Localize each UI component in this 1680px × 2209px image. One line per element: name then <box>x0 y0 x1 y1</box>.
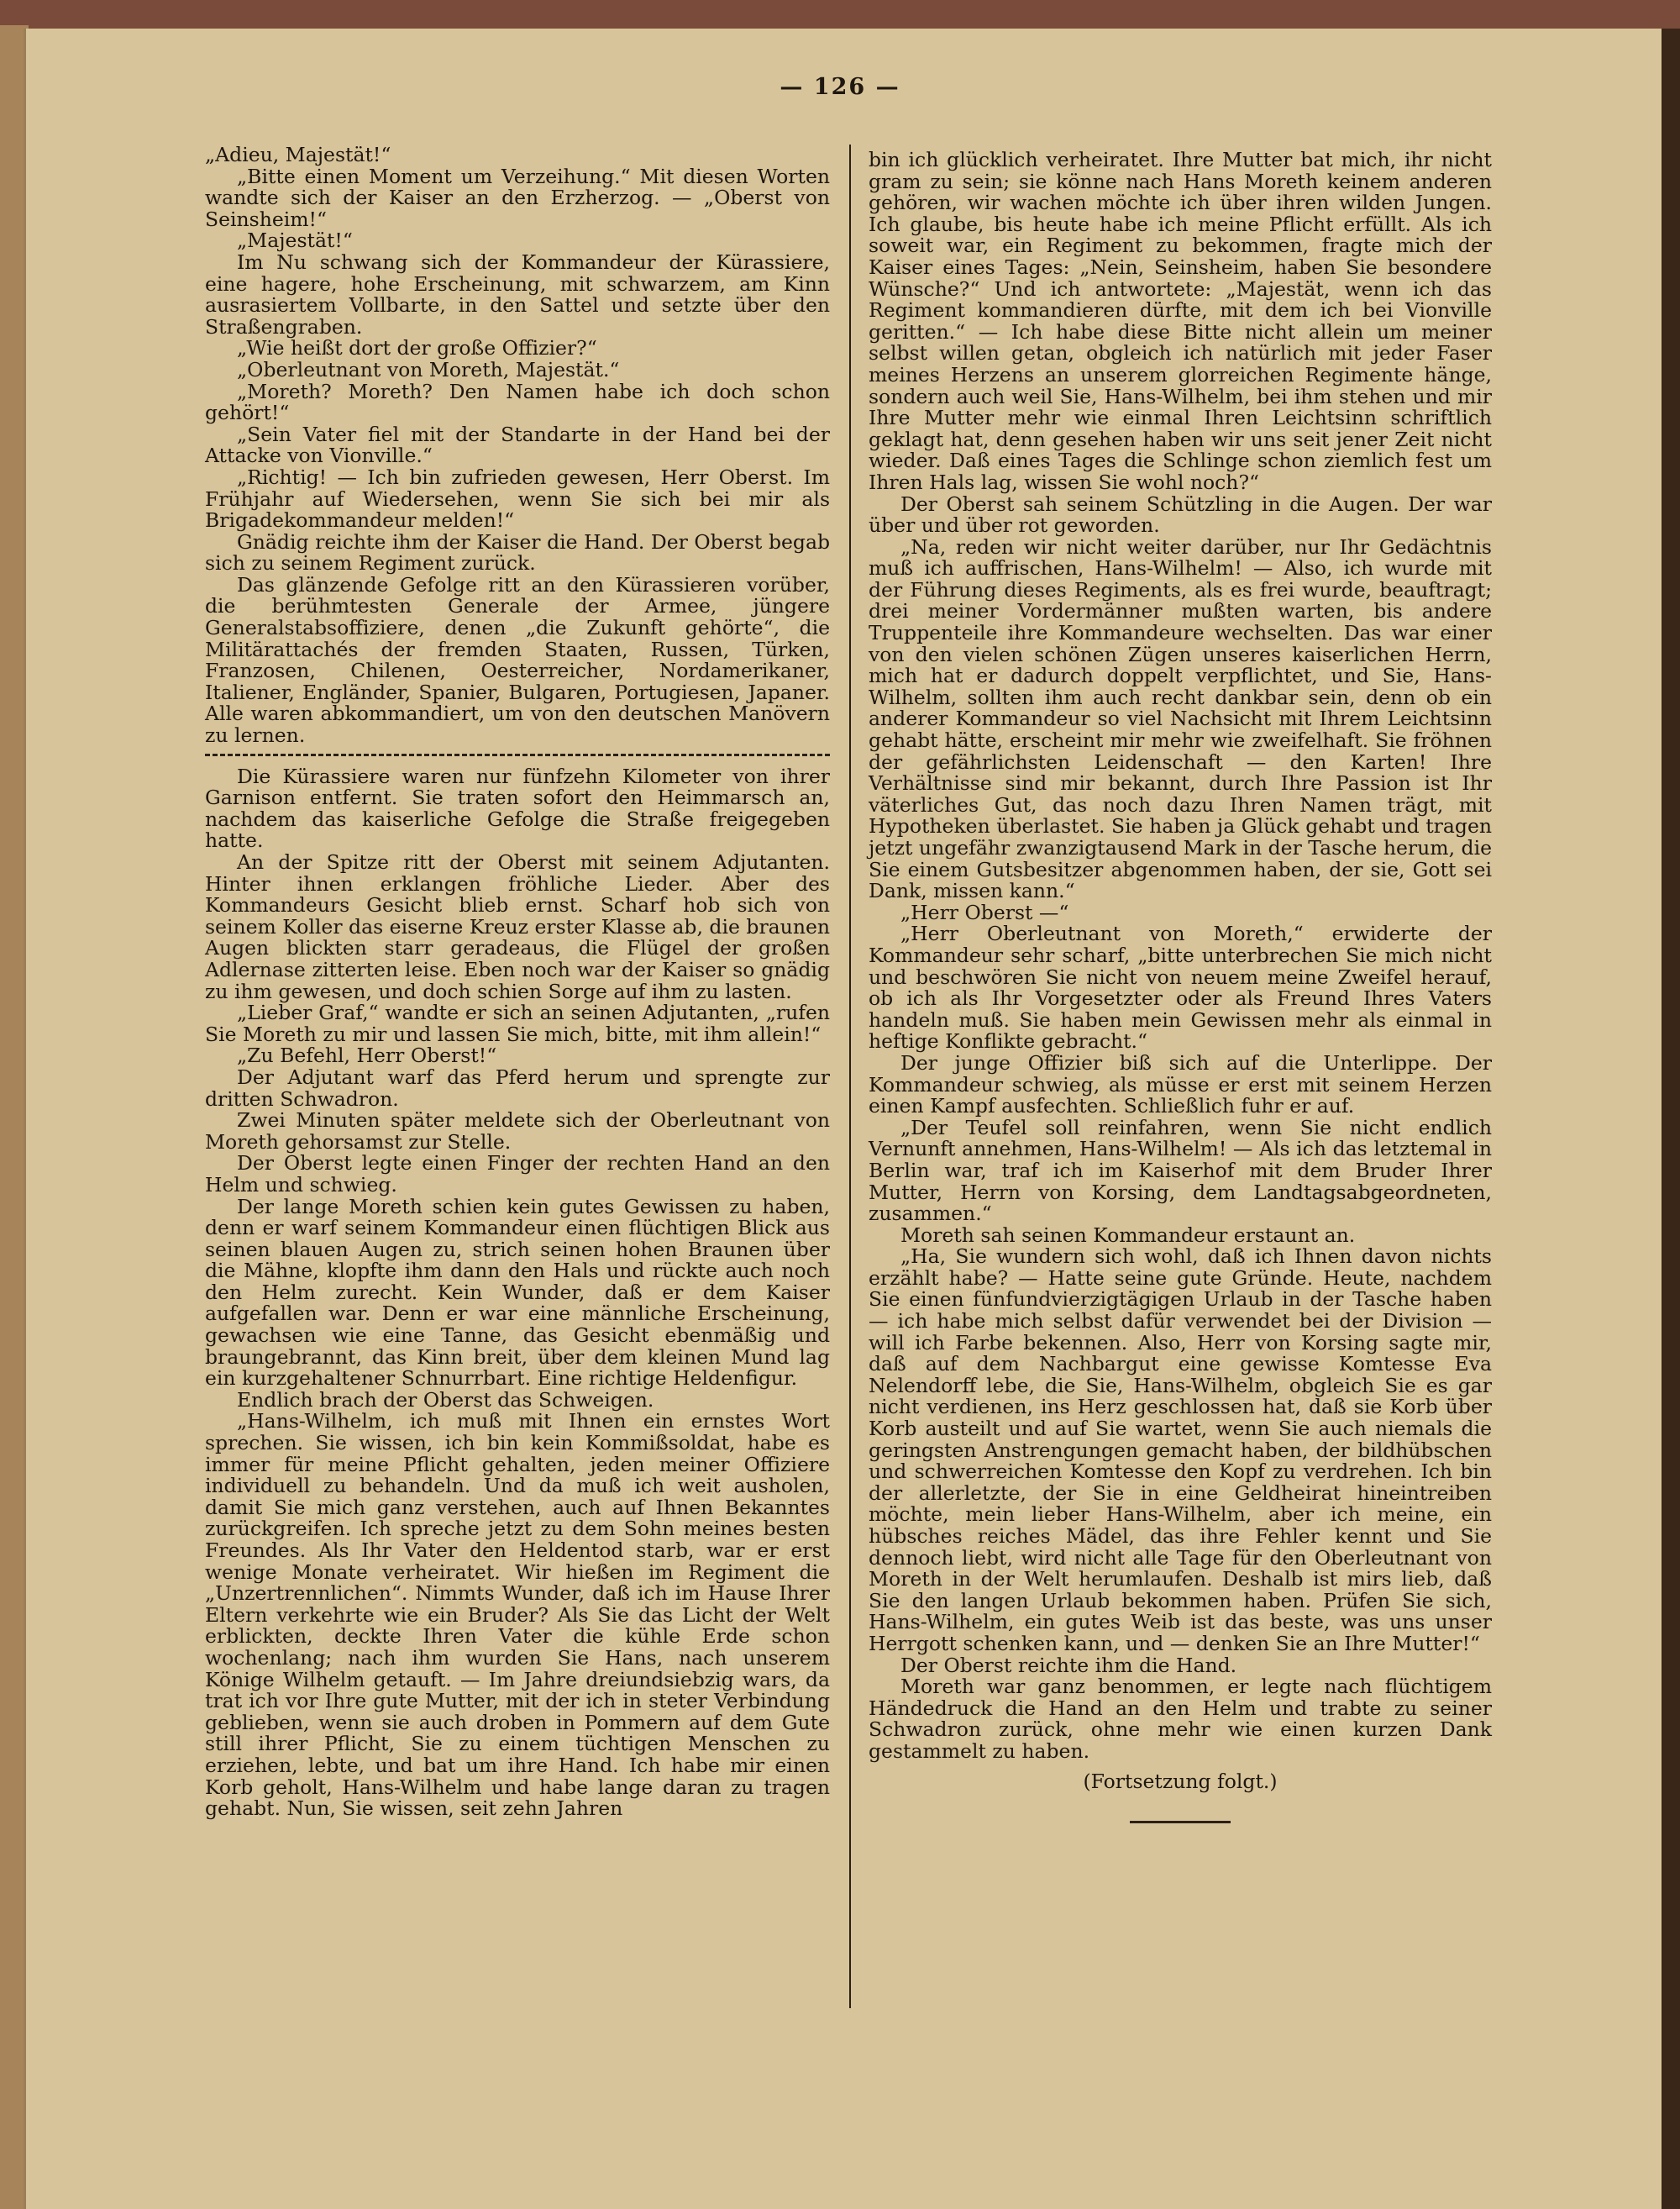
paragraph: „Herr Oberst —“ <box>900 900 1069 924</box>
column-divider <box>849 145 851 2008</box>
paragraph: „Adieu, Majestät!“ <box>205 143 391 166</box>
paragraph: „Herr Oberleutnant von Moreth,“ erwiderte der Kommandeur sehr scharf, „bitte unterbrechen Sie mich nicht und beschwören Sie nicht von neuem meine Zweifel herauf, ob ich als Ihr Vorgesetzter oder als Freund Ihres Vaters handeln muß. Sie haben mein Gewissen mehr als einmal in heftige Konflikte gebracht.“ <box>869 922 1492 1054</box>
page-edge <box>1662 29 1680 2209</box>
paragraph: Moreth war ganz benommen, er legte nach flüchtigem Händedruck die Hand an den Helm und trabte zu seiner Schwadron zurück, ohne mehr wie einen kurzen Dank gestammelt zu haben. <box>869 1675 1492 1763</box>
end-rule <box>1130 1821 1231 1823</box>
paragraph: Der Adjutant warf das Pferd herum und sprengte zur dritten Schwadron. <box>205 1065 830 1111</box>
paragraph: Der Oberst legte einen Finger der rechten Hand an den Helm und schwieg. <box>205 1151 830 1197</box>
paragraph: Der Oberst reichte ihm die Hand. <box>900 1653 1237 1677</box>
paragraph: Der Oberst sah seinem Schützling in die Augen. Der war über und über rot geworden. <box>869 492 1492 538</box>
paragraph: „Ha, Sie wundern sich wohl, daß ich Ihnen davon nichts erzählt habe? — Hatte seine gute Gründe. Heute, nachdem Sie einen fünfundvierzigtägigen Urlaub in der Tasche haben — ich habe mich selbst dafür verwendet bei der Division — will ich Farbe bekennen. Also, Herr von Korsing sagte mir, daß auf dem Nachbargut eine gewisse Komtesse Eva Nelendorff lebe, die Sie, Hans-Wilhelm, obgleich Sie es gar nicht verdienen, ins Herz geschlossen hat, daß sie Korb über Korb austeilt und auf Sie wartet, wenn Sie auch niemals die geringsten Anstrengungen gemacht haben, der bildhübschen und schwerreichen Komtesse den Kopf zu verdrehen. Ich bin der allerletzte, der Sie in eine Geldheirat hineintreiben möchte, mein lieber Hans-Wilhelm, aber ich meine, ein hübsches reiches Mädel, das ihre Fehler kennt und Sie dennoch liebt, wird nicht alle Tage für den Oberleutnant von Moreth in der Welt herumlaufen. Deshalb ist mirs lieb, daß Sie den langen Urlaub bekommen haben. Prüfen Sie sich, Hans-Wilhelm, ein gutes Weib ist das beste, was uns unser Herrgott schenken kann, und — denken Sie an Ihre Mutter!“ <box>869 1244 1492 1655</box>
paragraph: bin ich glücklich verheiratet. Ihre Mutter bat mich, ihr nicht gram zu sein; sie könne nach Hans Moreth keinem anderen gehören, wir wachen möchte ich über ihren wilden Jungen. Ich glaube, bis heute habe ich meine Pflicht erfüllt. Als ich soweit war, ein Regiment zu bekommen, fragte mich der Kaiser eines Tages: „Nein, Seinsheim, haben Sie besondere Wünsche?“ Und ich antwortete: „Majestät, wenn ich das Regiment kommandieren dürfte, mit dem ich bei Vionville geritten.“ — Ich habe diese Bitte nicht allein um meiner selbst willen getan, obgleich ich natürlich mit jeder Faser meines Herzens an unserem glorreichen Regimente hänge, sondern auch weil Sie, Hans-Wilhelm, bei ihm stehen und mir Ihre Mutter mehr wie einmal Ihren Leichtsinn schriftlich geklagt hat, denn gesehen haben wir uns seit jener Zeit nicht wieder. Daß eines Tages die Schlinge schon ziemlich fest um Ihren Hals lag, wissen Sie wohl noch?“ <box>869 148 1492 494</box>
continuation-note: (Fortsetzung folgt.) <box>1083 1769 1278 1793</box>
paragraph: „Bitte einen Moment um Verzeihung.“ Mit diesen Worten wandte sich der Kaiser an den Erzherzog. — „Oberst von Seinsheim!“ <box>205 164 830 231</box>
paragraph: Gnädig reichte ihm der Kaiser die Hand. Der Oberst begab sich zu seinem Regiment zurück. <box>205 529 830 576</box>
paragraph: „Moreth? Moreth? Den Namen habe ich doch schon gehört!“ <box>205 379 830 425</box>
paragraph: „Zu Befehl, Herr Oberst!“ <box>237 1044 497 1068</box>
paragraph: Die Kürassiere waren nur fünfzehn Kilometer von ihrer Garnison entfernt. Sie traten sofort den Heimmarsch an, nachdem das kaiserliche Gefolge die Straße freigegeben hatte. <box>205 764 830 853</box>
paragraph: Das glänzende Gefolge ritt an den Kürassieren vorüber, die berühmtesten Generale der Armee, jüngere Generalstabsoffiziere, denen „die Zukunft gehörte“, die Militärattachés der fremden Staaten, Russen, Türken, Franzosen, Chilenen, Oesterreicher, Nordamerikaner, Italiener, Engländer, Spanier, Bulgaren, Portugiesen, Japaner. Alle waren abkommandiert, um von den deutschen Manövern zu lernen. <box>205 572 830 748</box>
paragraph: An der Spitze ritt der Oberst mit seinem Adjutanten. Hinter ihnen erklangen fröhliche Lieder. Aber des Kommandeurs Gesicht blieb ernst. Scharf hob sich von seinem Koller das eiserne Kreuz erster Klasse ab, die braunen Augen blickten starr geradeaus, die Flügel der großen Adlernase zitterten leise. Eben noch war der Kaiser so gnädig zu ihm gewesen, und doch schien Sorge auf ihm zu lasten. <box>205 850 830 1003</box>
paragraph: Moreth sah seinen Kommandeur erstaunt an. <box>900 1223 1356 1247</box>
paragraph: „Der Teufel soll reinfahren, wenn Sie nicht endlich Vernunft annehmen, Hans-Wilhelm! — Als ich das letztemal in Berlin war, traf ich im Kaiserhof mit dem Bruder Ihrer Mutter, Herrn von Korsing, dem Landtagsabgeordneten, zusammen.“ <box>869 1115 1492 1226</box>
page-number: — 126 — <box>780 74 900 100</box>
paragraph: „Hans-Wilhelm, ich muß mit Ihnen ein ernstes Wort sprechen. Sie wissen, ich bin kein Kommißsoldat, habe es immer für meine Pflicht gehalten, jeden meiner Offiziere individuell zu behandeln. Und da muß ich weit ausholen, damit Sie mich ganz verstehen, auch auf Ihnen Bekanntes zurückgreifen. Ich spreche jetzt zu dem Sohn meines besten Freundes. Als Ihr Vater den Heldentod starb, war er erst wenige Monate verheiratet. Wir hießen im Regiment die „Unzertrennlichen“. Nimmts Wunder, daß ich im Hause Ihrer Eltern verkehrte wie ein Bruder? Als Sie das Licht der Welt erblickten, deckte Ihren Vater die kühle Erde schon wochenlang; nach ihm wurden Sie Hans, nach unserem Könige Wilhelm getauft. — Im Jahre dreiundsiebzig wars, da trat ich vor Ihre gute Mutter, mit der ich in steter Verbindung geblieben, wenn sie auch droben in Pommern auf dem Gute still ihrer Pflicht, Sie zu einem tüchtigen Menschen zu erziehen, lebte, und bat um ihre Hand. Ich habe mir einen Korb geholt, Hans-Wilhelm und habe lange daran zu tragen gehabt. Nun, Sie wissen, seit zehn Jahren <box>205 1409 830 1821</box>
paragraph: „Na, reden wir nicht weiter darüber, nur Ihr Gedächtnis muß ich auffrischen, Hans-Wilhelm! — Also, ich wurde mit der Führung dieses Regiments, als es frei wurde, beauftragt; drei meiner Vordermänner mußten warten, bis andere Truppenteile ihre Kommandeure wechselten. Das war einer von den vielen schönen Zügen unseres kaiserlichen Herrn, mich hat er dadurch doppelt verpflichtet, und Sie, Hans-Wilhelm, sollten ihm auch recht dankbar sein, denn ob ein anderer Kommandeur so viel Nachsicht mit Ihrem Leichtsinn gehabt hätte, erscheint mir mehr wie zweifelhaft. Sie fröhnen der gefährlichsten Leidenschaft — den Karten! Ihre Verhältnisse sind mir bekannt, durch Ihre Passion ist Ihr väterliches Gut, das noch dazu Ihren Namen trägt, mit Hypotheken überlastet. Sie haben ja Glück gehabt und tragen jetzt ungefähr zwanzigtausend Mark in der Tasche herum, die Sie einem Gutsbesitzer abgenommen haben, der sie, Gott sei Dank, missen kann.“ <box>869 534 1492 903</box>
paragraph: „Richtig! — Ich bin zufrieden gewesen, Herr Oberst. Im Frühjahr auf Wiedersehen, wenn Sie sich bei mir als Brigadekommandeur melden!“ <box>205 465 830 533</box>
paragraph: „Majestät!“ <box>237 229 353 253</box>
paragraph: „Oberleutnant von Moreth, Majestät.“ <box>237 357 620 381</box>
paragraph: Im Nu schwang sich der Kommandeur der Kürassiere, eine hagere, hohe Erscheinung, mit schwarzem, am Kinn ausrasiertem Vollbarte, in den Sattel und setzte über den Straßengraben. <box>205 250 830 339</box>
paragraph: Der junge Offizier biß sich auf die Unterlippe. Der Kommandeur schwieg, als müsse er erst mit seinem Herzen einen Kampf ausfechten. Schließlich fuhr er auf. <box>869 1050 1492 1118</box>
paragraph: „Wie heißt dort der große Offizier?“ <box>237 336 597 360</box>
paragraph: Zwei Minuten später meldete sich der Oberleutnant von Moreth gehorsamst zur Stelle. <box>205 1108 830 1154</box>
section-divider <box>205 754 830 756</box>
paragraph: Der lange Moreth schien kein gutes Gewissen zu haben, denn er warf seinem Kommandeur einen flüchtigen Blick aus seinen blauen Augen zu, strich seinen hohen Braunen über die Mähne, klopfte ihm dann den Hals und rückte auch noch den Helm zurecht. Kein Wunder, daß er dem Kaiser aufgefallen war. Denn er war eine männliche Erscheinung, gewachsen wie eine Tanne, das Gesicht ebenmäßig und braungebrannt, das Kinn breit, über dem kleinen Mund lag ein kurzgehaltener Schnurrbart. Eine richtige Heldenfigur. <box>205 1194 830 1391</box>
paragraph: Endlich brach der Oberst das Schweigen. <box>237 1387 654 1412</box>
right-column <box>869 150 1492 1823</box>
paragraph: „Lieber Graf,“ wandte er sich an seinen Adjutanten, „rufen Sie Moreth zu mir und lassen Sie mich, bitte, mit ihm allein!“ <box>205 1001 830 1046</box>
paragraph: „Sein Vater fiel mit der Standarte in der Hand bei der Attacke von Vionville.“ <box>205 422 830 468</box>
left-column <box>205 145 830 1820</box>
